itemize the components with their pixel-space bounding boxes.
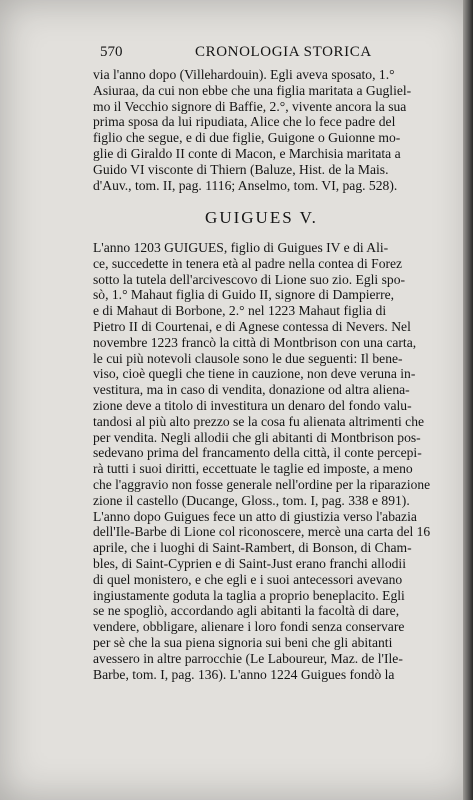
text-line: bles, di Saint-Cyprien e di Saint-Just erano franchi allodii [93,555,406,571]
text-line: viso, cioè quegli che tiene in cauzione, non deve veruna in- [93,366,416,382]
page-number: 570 [100,44,123,60]
running-title: CRONOLOGIA STORICA [195,44,372,60]
text-line: Barbe, tom. I, pag. 136). L'anno 1224 Guigues fondò la [93,666,395,682]
page-gutter-shadow [463,0,473,800]
text-line: d'Auv., tom. II, pag. 1116; Anselmo, tom. VI, pag. 528). [93,177,398,193]
text-line: per sè che la sua piena signoria sui beni che gli abitanti [93,634,393,650]
text-line: figlio che segue, e di due figlie, Guigone o Guionne mo- [93,130,401,146]
text-line: aprile, che i luoghi di Saint-Rambert, di Bonson, di Cham- [93,540,412,556]
text-line: sedevano prima del francamento della città, il conte percepi- [93,445,422,461]
section-heading: GUIGUES V. [205,208,318,227]
text-line: per vendita. Negli allodii che gli abitanti di Montbrison pos- [93,429,421,445]
text-line: rà tutti i suoi diritti, eccettuate le taglie ed imposte, a meno [93,461,413,477]
text-line: prima sposa da lui ripudiata, Alice che lo fece padre del [93,114,396,130]
text-line: zione deve a titolo di investitura un denaro del fondo valu- [93,397,412,413]
text-line: se ne spogliò, accordando agli abitanti la facoltà di dare, [93,603,400,619]
text-line: dell'Ile-Barbe di Lione col riconoscere, mercè una carta del 16 [93,524,431,540]
body-paragraph [93,240,430,682]
continuation-paragraph [93,67,430,193]
text-line: le cui più notevoli clausole sono le due seguenti: Il bene- [93,350,403,366]
text-line: novembre 1223 francò la città di Montbrison con una carta, [93,334,417,350]
text-line: sò, 1.° Mahaut figlia di Guido II, signore di Dampierre, [93,287,395,303]
text-line: Pietro II di Courtenai, e di Agnese contessa di Nevers. Nel [93,318,411,334]
text-line: che l'aggravio non fosse generale nell'ordine per la riparazione [93,476,431,492]
text-line: L'anno 1203 GUIGUES, figlio di Guigues IV e di Ali- [93,240,389,255]
text-line: L'anno dopo Guigues fece un atto di giustizia verso l'abazia [93,508,417,524]
text-line: ingiustamente goduta la taglia a proprio beneplacito. Egli [93,587,405,603]
text-line: avessero in altre parrocchie (Le Laboureur, Maz. de l'Ile- [93,650,403,666]
text-line: e di Mahaut di Borbone, 2.° nel 1223 Mahaut figlia di [93,303,387,319]
text-line: ce, succedette in tenera età al padre nella contea di Forez [93,255,403,271]
text-line: vendere, obbligare, alienare i loro fondi senza conservare [93,619,405,635]
text-line: Guido VI visconte di Thiern (Baluze, Hist. de la Mais. [93,161,389,177]
text-line: zione il castello (Ducange, Gloss., tom. I, pag. 338 e 891). [93,492,410,508]
text-line: vestitura, ma in caso di vendita, donazione od altra aliena- [93,382,410,398]
text-line: via l'anno dopo (Villehardouin). Egli aveva sposato, 1.° [93,67,395,82]
text-line: sotto la tutela dell'arcivescovo di Lione suo zio. Egli spo- [93,271,406,287]
text-line: tandosi al più alto prezzo se la cosa fu alienata altrimenti che [93,413,425,429]
text-line: glie di Giraldo II conte di Macon, e Marchisia maritata a [93,145,401,161]
text-line: di quel monistero, e che egli e i suoi antecessori avevano [93,571,403,587]
text-line: mo il Vecchio signore di Baffie, 2.°, vivente ancora la sua [93,98,407,114]
text-line: Asiuraa, da cui non ebbe che una figlia maritata a Gugliel- [93,82,412,98]
